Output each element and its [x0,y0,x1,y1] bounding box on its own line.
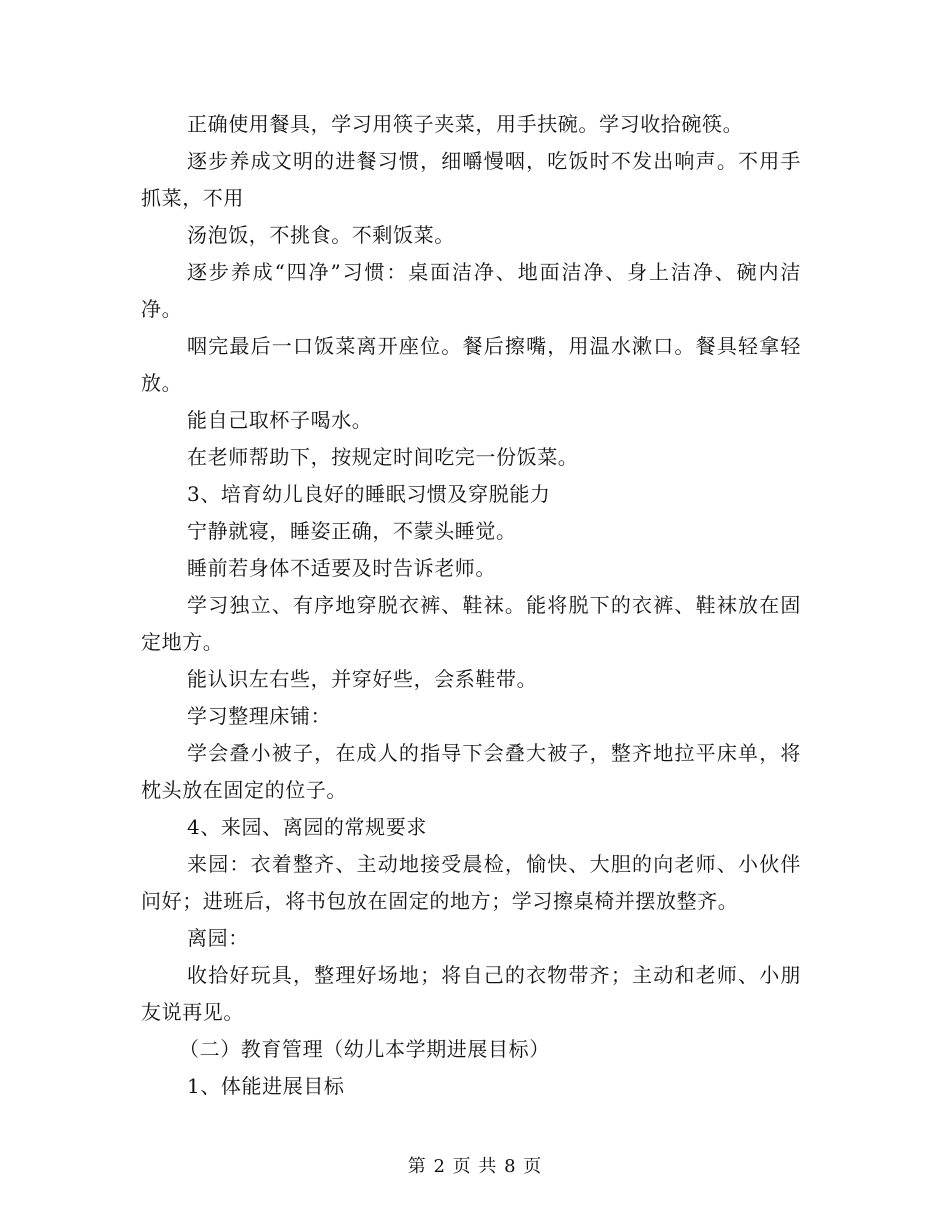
paragraph-left-right: 能认识左右些，并穿好些，会系鞋带。 [187,667,538,691]
paragraph-fold-quilt: 学会叠小被子，在成人的指导下会叠大被子，整齐地拉平床单，将枕头放在固定的位子。 [141,741,801,802]
paragraph-quiet-sleep: 宁静就寝，睡姿正确，不蒙头睡觉。 [187,519,517,543]
paragraph-after-meal: 咽完最后一口饭菜离开座位。餐后擦嘴，用温水漱口。餐具轻拿轻放。 [141,334,801,395]
footer-middle: 页 共 [452,1156,498,1177]
heading-education-management: （二）教育管理（幼儿本学期进展目标） [179,1037,550,1061]
paragraph-dining-habits: 逐步养成文明的进餐习惯，细嚼慢咽，吃饭时不发出响声。不用手抓菜，不用 [141,149,801,210]
paragraph-no-picky: 汤泡饭，不挑食。不剩饭菜。 [187,223,455,247]
footer-page-number: 2 [433,1156,446,1177]
paragraph-dressing: 学习独立、有序地穿脱衣裤、鞋袜。能将脱下的衣裤、鞋袜放在固定地方。 [141,593,801,654]
paragraph-make-bed: 学习整理床铺： [187,704,332,728]
footer-total-pages: 8 [504,1156,517,1177]
footer-suffix: 页 [523,1156,543,1177]
document-body [141,106,801,1105]
paragraph-tableware: 正确使用餐具，学习用筷子夹菜，用手扶碗。学习收拾碗筷。 [187,112,744,136]
paragraph-drink-water: 能自己取杯子喝水。 [187,408,373,432]
paragraph-arrival: 来园：衣着整齐、主动地接受晨检，愉快、大胆的向老师、小伙伴问好；进班后，将书包放在固定的地方；学习擦桌椅并摆放整齐。 [141,852,801,913]
heading-sleep-habits: 3、培育幼儿良好的睡眠习惯及穿脱能力 [187,482,551,506]
heading-arrival-departure: 4、来园、离园的常规要求 [187,815,427,839]
page-footer [0,1152,950,1178]
paragraph-tell-teacher: 睡前若身体不适要及时告诉老师。 [187,556,496,580]
heading-physical-goals: 1、体能进展目标 [187,1074,345,1098]
paragraph-departure-label: 离园： [187,926,249,950]
footer-prefix: 第 [407,1156,427,1177]
paragraph-finish-meal: 在老师帮助下，按规定时间吃完一份饭菜。 [187,445,579,469]
paragraph-four-clean: 逐步养成“四净”习惯：桌面洁净、地面洁净、身上洁净、碗内洁净。 [141,260,801,321]
paragraph-departure: 收拾好玩具，整理好场地；将自己的衣物带齐；主动和老师、小朋友说再见。 [141,963,801,1024]
